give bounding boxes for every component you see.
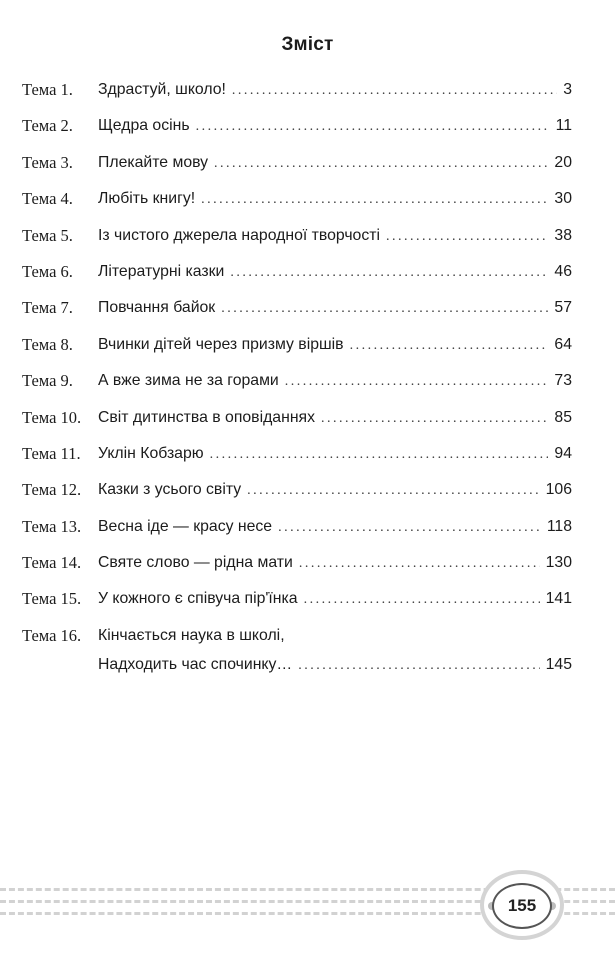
dot-leader [232, 73, 557, 109]
toc-entry-6[interactable] [22, 254, 572, 290]
topic-number: Тема 5. [22, 225, 73, 245]
dot-leader [350, 328, 549, 364]
topic-number: Тема 4. [22, 189, 73, 209]
topic-title: Любіть книгу! [98, 190, 196, 208]
dot-leader [321, 401, 548, 437]
page-ref: 141 [545, 590, 572, 608]
toc-entry-15[interactable] [22, 581, 572, 617]
page-ref: 85 [554, 408, 572, 426]
page-ref: 64 [554, 335, 572, 353]
topic-title: Плекайте мову [98, 153, 209, 171]
toc-entry-14[interactable] [22, 545, 572, 581]
toc-entry-4[interactable] [22, 181, 572, 217]
dot-leader [230, 255, 548, 291]
dot-leader [386, 219, 548, 255]
topic-number: Тема 11. [22, 443, 81, 463]
page-ref: 130 [545, 554, 572, 572]
topic-title: Здрастуй, школо! [98, 81, 226, 98]
page-ref: 118 [546, 517, 572, 535]
dot-leader [196, 109, 550, 145]
topic-title: У кожного є співуча пір'їнка [98, 590, 298, 608]
toc-entry-2[interactable] [22, 108, 572, 144]
topic-number: Тема 7. [22, 298, 73, 318]
topic-title: Світ дитинства в оповіданнях [98, 408, 315, 426]
page-ref: 145 [545, 655, 572, 673]
topic-number: Тема 9. [22, 371, 73, 391]
page-ref: 30 [554, 190, 572, 208]
dot-leader [285, 364, 549, 400]
topic-number: Тема 16. [22, 625, 82, 645]
topic-title: А вже зима не за горами [98, 372, 279, 390]
toc-entry-3[interactable] [22, 145, 572, 181]
page-ref: 106 [545, 481, 572, 499]
page-ref: 73 [554, 372, 572, 390]
dot-leader [247, 473, 539, 509]
topic-title-line2: Надходить час спочинку… [98, 655, 293, 673]
toc-entry-16[interactable] [22, 618, 572, 678]
topic-number: Тема 14. [22, 553, 82, 573]
topic-title: Весна іде — красу несе [98, 517, 273, 535]
topic-title: Із чистого джерела народної творчості [98, 226, 380, 244]
topic-title: Казки з усього світу [98, 481, 242, 499]
topic-title: Вчинки дітей через призму віршів [98, 335, 344, 353]
page-title: Зміст [281, 34, 334, 55]
page-ref: 46 [554, 262, 572, 280]
page-number-badge [492, 883, 552, 929]
dot-leader [278, 510, 541, 546]
topic-number: Тема 10. [22, 407, 82, 427]
topic-title: Уклін Кобзарю [98, 444, 204, 462]
topic-number: Тема 6. [22, 261, 73, 281]
dot-leader [201, 182, 548, 218]
table-of-contents [22, 72, 572, 678]
toc-entry-1[interactable] [22, 72, 572, 108]
toc-entry-12[interactable] [22, 472, 572, 508]
dot-leader [299, 546, 540, 582]
toc-entry-11[interactable] [22, 436, 572, 472]
page-ref: 94 [554, 444, 572, 462]
page-ref: 38 [554, 226, 572, 244]
topic-number: Тема 8. [22, 334, 73, 354]
topic-number: Тема 13. [22, 516, 82, 536]
toc-entry-9[interactable] [22, 363, 572, 399]
dot-leader [214, 146, 548, 182]
dot-leader [221, 291, 548, 327]
topic-number: Тема 3. [22, 152, 73, 172]
toc-entry-13[interactable] [22, 509, 572, 545]
topic-number: Тема 2. [22, 116, 73, 136]
page-ref: 20 [554, 153, 572, 171]
toc-entry-8[interactable] [22, 327, 572, 363]
topic-title: Повчання байок [98, 299, 216, 317]
topic-title: Літературні казки [98, 262, 225, 280]
topic-number: Тема 15. [22, 589, 82, 609]
topic-number: Тема 1. [22, 80, 73, 99]
toc-entry-5[interactable] [22, 218, 572, 254]
topic-number: Тема 12. [22, 480, 82, 500]
page-ref: 3 [563, 81, 572, 98]
dot-leader [210, 437, 549, 473]
toc-entry-10[interactable] [22, 400, 572, 436]
topic-title: Кінчається наука в школі, [98, 626, 285, 644]
page-ref: 57 [554, 299, 572, 317]
toc-entry-7[interactable] [22, 290, 572, 326]
topic-title: Святе слово — рідна мати [98, 554, 293, 572]
topic-title: Щедра осінь [98, 117, 190, 135]
dot-leader [298, 648, 539, 684]
page-ref: 11 [555, 117, 572, 135]
dot-leader [304, 582, 540, 618]
page-number: 155 [507, 896, 537, 915]
